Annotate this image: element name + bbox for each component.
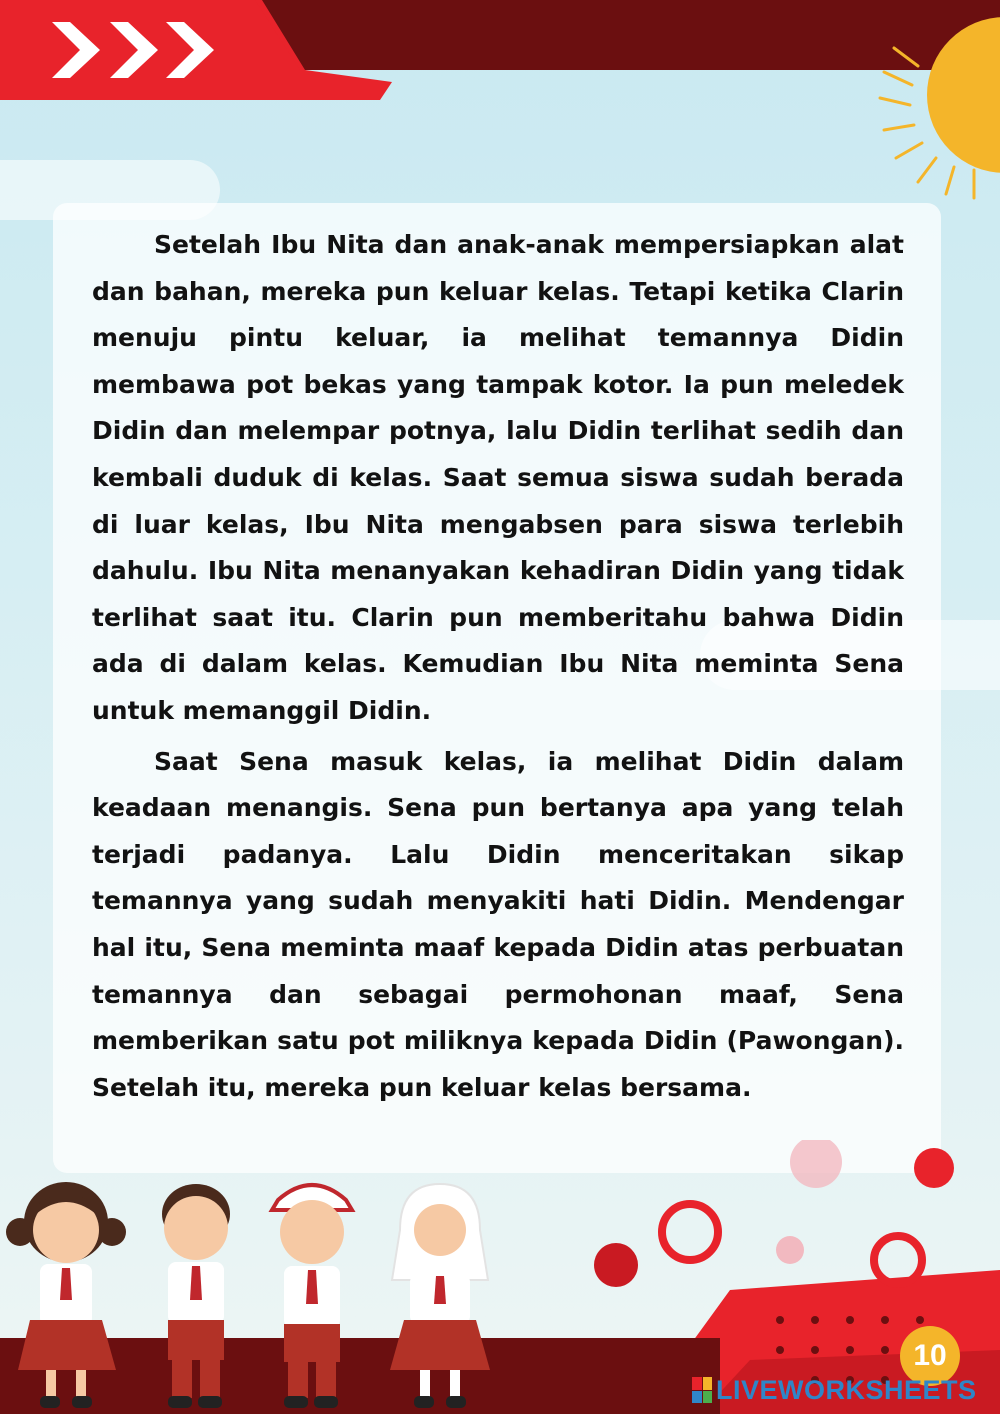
liveworksheets-logo-icon <box>692 1377 712 1403</box>
watermark <box>692 1372 977 1408</box>
circle-decorations <box>580 1140 1000 1310</box>
story-text <box>92 222 904 1115</box>
story-paragraph: Saat Sena masuk kelas, ia melihat Didin dalam keadaan menangis. Sena pun bertanya apa yang telah terjadi padanya. Lalu Didin menceritakan sikap temannya yang sudah menyakiti hati Didin. Mendengar hal itu, Sena meminta maaf kepada Didin atas perbuatan temannya dan sebagai permohonan maaf, Sena memberikan satu pot miliknya kepada Didin (Pawongan). Setelah itu, mereka pun keluar kelas bersama. <box>92 746 904 1102</box>
sun-icon <box>870 10 1000 200</box>
students-walking-illustration <box>0 1170 530 1414</box>
header-red-banner <box>0 0 400 100</box>
story-paragraph: Setelah Ibu Nita dan anak-anak mempersiapkan alat dan bahan, mereka pun keluar kelas. Tetapi ketika Clarin menuju pintu keluar, ia melihat temannya Didin membawa pot bekas yang tampak kotor. Ia pun meledek Didin dan melempar potnya, lalu Didin terlihat sedih dan kembali duduk di kelas. Saat semua siswa sudah berada di luar kelas, Ibu Nita mengabsen para siswa terlebih dahulu. Ibu Nita menanyakan kehadiran Didin yang tidak terlihat saat itu. Clarin pun memberitahu bahwa Didin ada di dalam kelas. Kemudian Ibu Nita meminta Sena untuk memanggil Didin. <box>92 230 904 725</box>
watermark-text: LIVEWORKSHEETS <box>716 1374 977 1405</box>
page-number-badge: 10 <box>900 1326 960 1386</box>
